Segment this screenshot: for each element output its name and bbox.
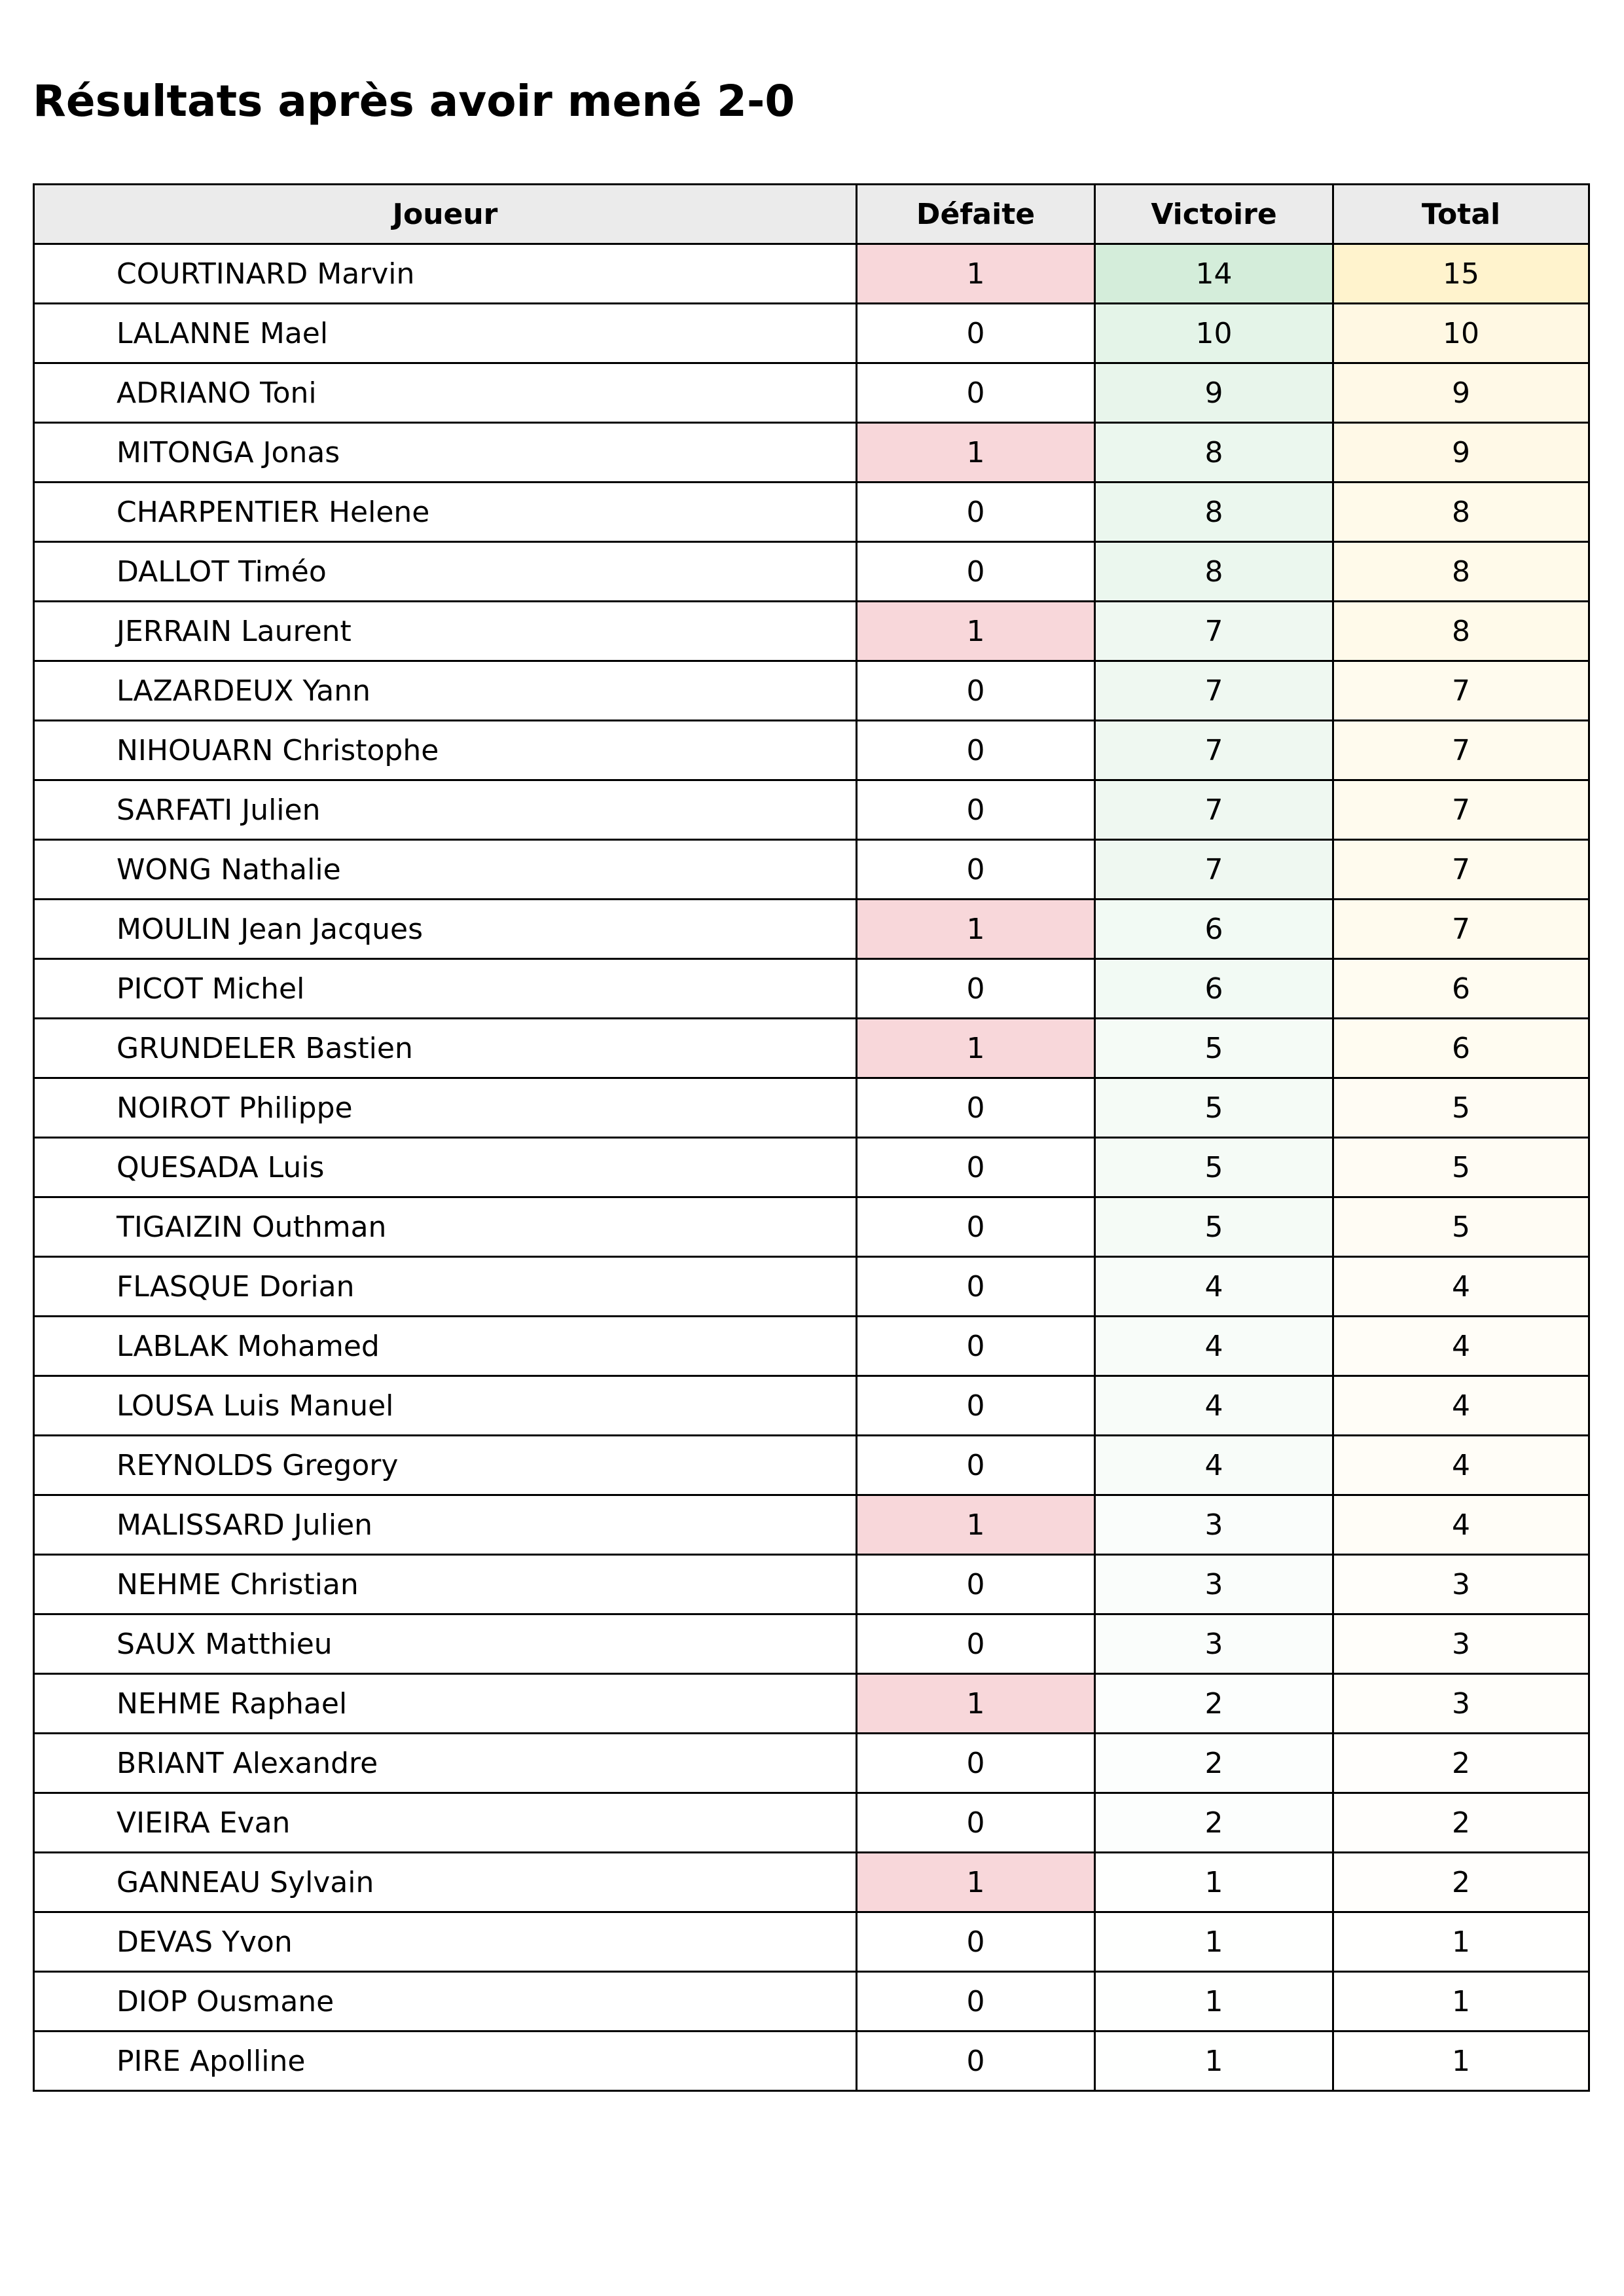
player-cell: MALISSARD Julien: [34, 1495, 857, 1555]
defaite-cell: 0: [857, 840, 1095, 900]
header-total: Total: [1333, 185, 1589, 244]
table-row: [34, 1317, 1589, 1376]
table-row: [34, 483, 1589, 542]
victoire-cell: 7: [1095, 721, 1333, 780]
player-cell: BRIANT Alexandre: [34, 1734, 857, 1793]
defaite-cell: 0: [857, 1614, 1095, 1674]
total-cell: 1: [1333, 1972, 1589, 2032]
player-cell: MITONGA Jonas: [34, 423, 857, 483]
defaite-cell: 1: [857, 1495, 1095, 1555]
victoire-cell: 4: [1095, 1436, 1333, 1495]
header-joueur: Joueur: [34, 185, 857, 244]
player-cell: QUESADA Luis: [34, 1138, 857, 1197]
defaite-cell: 1: [857, 1853, 1095, 1912]
player-cell: GRUNDELER Bastien: [34, 1019, 857, 1078]
defaite-cell: 0: [857, 1912, 1095, 1972]
total-cell: 9: [1333, 363, 1589, 423]
table-row: [34, 1138, 1589, 1197]
results-table: [33, 183, 1590, 2092]
player-cell: PIRE Apolline: [34, 2032, 857, 2091]
player-cell: NEHME Raphael: [34, 1674, 857, 1734]
victoire-cell: 8: [1095, 542, 1333, 602]
defaite-cell: 0: [857, 1257, 1095, 1317]
table-row: [34, 959, 1589, 1019]
table-row: [34, 1793, 1589, 1853]
total-cell: 3: [1333, 1614, 1589, 1674]
player-cell: SAUX Matthieu: [34, 1614, 857, 1674]
victoire-cell: 9: [1095, 363, 1333, 423]
table-row: [34, 602, 1589, 661]
victoire-cell: 5: [1095, 1019, 1333, 1078]
total-cell: 1: [1333, 1912, 1589, 1972]
player-cell: JERRAIN Laurent: [34, 602, 857, 661]
player-cell: ADRIANO Toni: [34, 363, 857, 423]
total-cell: 4: [1333, 1317, 1589, 1376]
total-cell: 8: [1333, 483, 1589, 542]
victoire-cell: 2: [1095, 1793, 1333, 1853]
total-cell: 2: [1333, 1793, 1589, 1853]
table-row: [34, 1853, 1589, 1912]
defaite-cell: 0: [857, 542, 1095, 602]
defaite-cell: 0: [857, 780, 1095, 840]
total-cell: 2: [1333, 1734, 1589, 1793]
defaite-cell: 0: [857, 1436, 1095, 1495]
table-row: [34, 1078, 1589, 1138]
total-cell: 6: [1333, 1019, 1589, 1078]
victoire-cell: 6: [1095, 959, 1333, 1019]
defaite-cell: 0: [857, 661, 1095, 721]
defaite-cell: 0: [857, 1197, 1095, 1257]
total-cell: 7: [1333, 780, 1589, 840]
table-row: [34, 721, 1589, 780]
victoire-cell: 7: [1095, 661, 1333, 721]
defaite-cell: 0: [857, 2032, 1095, 2091]
table-body: [34, 244, 1589, 2091]
total-cell: 5: [1333, 1197, 1589, 1257]
table-row: [34, 1197, 1589, 1257]
total-cell: 5: [1333, 1138, 1589, 1197]
player-cell: SARFATI Julien: [34, 780, 857, 840]
table-row: [34, 244, 1589, 304]
player-cell: FLASQUE Dorian: [34, 1257, 857, 1317]
defaite-cell: 0: [857, 721, 1095, 780]
header-defaite: Défaite: [857, 185, 1095, 244]
player-cell: LALANNE Mael: [34, 304, 857, 363]
total-cell: 4: [1333, 1376, 1589, 1436]
total-cell: 7: [1333, 900, 1589, 959]
victoire-cell: 5: [1095, 1078, 1333, 1138]
victoire-cell: 4: [1095, 1317, 1333, 1376]
defaite-cell: 1: [857, 244, 1095, 304]
defaite-cell: 0: [857, 1376, 1095, 1436]
total-cell: 15: [1333, 244, 1589, 304]
total-cell: 10: [1333, 304, 1589, 363]
player-cell: COURTINARD Marvin: [34, 244, 857, 304]
defaite-cell: 1: [857, 423, 1095, 483]
defaite-cell: 0: [857, 483, 1095, 542]
page-title: Résultats après avoir mené 2-0: [33, 76, 795, 126]
defaite-cell: 1: [857, 1674, 1095, 1734]
table-row: [34, 542, 1589, 602]
table-row: [34, 423, 1589, 483]
victoire-cell: 2: [1095, 1674, 1333, 1734]
victoire-cell: 8: [1095, 423, 1333, 483]
total-cell: 3: [1333, 1555, 1589, 1614]
player-cell: LAZARDEUX Yann: [34, 661, 857, 721]
player-cell: REYNOLDS Gregory: [34, 1436, 857, 1495]
total-cell: 8: [1333, 542, 1589, 602]
table-row: [34, 1019, 1589, 1078]
player-cell: DEVAS Yvon: [34, 1912, 857, 1972]
table-row: [34, 1734, 1589, 1793]
total-cell: 4: [1333, 1257, 1589, 1317]
victoire-cell: 1: [1095, 2032, 1333, 2091]
total-cell: 1: [1333, 2032, 1589, 2091]
defaite-cell: 0: [857, 1317, 1095, 1376]
defaite-cell: 0: [857, 959, 1095, 1019]
victoire-cell: 3: [1095, 1495, 1333, 1555]
table-row: [34, 304, 1589, 363]
total-cell: 2: [1333, 1853, 1589, 1912]
table-row: [34, 1436, 1589, 1495]
defaite-cell: 0: [857, 363, 1095, 423]
total-cell: 7: [1333, 721, 1589, 780]
total-cell: 5: [1333, 1078, 1589, 1138]
victoire-cell: 3: [1095, 1614, 1333, 1674]
player-cell: NEHME Christian: [34, 1555, 857, 1614]
total-cell: 7: [1333, 661, 1589, 721]
total-cell: 4: [1333, 1495, 1589, 1555]
victoire-cell: 5: [1095, 1197, 1333, 1257]
player-cell: VIEIRA Evan: [34, 1793, 857, 1853]
player-cell: NOIROT Philippe: [34, 1078, 857, 1138]
total-cell: 3: [1333, 1674, 1589, 1734]
total-cell: 9: [1333, 423, 1589, 483]
table-row: [34, 1674, 1589, 1734]
defaite-cell: 1: [857, 1019, 1095, 1078]
victoire-cell: 8: [1095, 483, 1333, 542]
table-row: [34, 2032, 1589, 2091]
defaite-cell: 0: [857, 1078, 1095, 1138]
player-cell: CHARPENTIER Helene: [34, 483, 857, 542]
player-cell: GANNEAU Sylvain: [34, 1853, 857, 1912]
table-row: [34, 1257, 1589, 1317]
player-cell: TIGAIZIN Outhman: [34, 1197, 857, 1257]
total-cell: 4: [1333, 1436, 1589, 1495]
table-row: [34, 1972, 1589, 2032]
table-header-row: [34, 185, 1589, 244]
player-cell: WONG Nathalie: [34, 840, 857, 900]
victoire-cell: 7: [1095, 840, 1333, 900]
defaite-cell: 0: [857, 1972, 1095, 2032]
victoire-cell: 5: [1095, 1138, 1333, 1197]
table-row: [34, 363, 1589, 423]
table-row: [34, 1614, 1589, 1674]
defaite-cell: 1: [857, 900, 1095, 959]
player-cell: LABLAK Mohamed: [34, 1317, 857, 1376]
player-cell: DIOP Ousmane: [34, 1972, 857, 2032]
victoire-cell: 3: [1095, 1555, 1333, 1614]
player-cell: MOULIN Jean Jacques: [34, 900, 857, 959]
table-row: [34, 1912, 1589, 1972]
defaite-cell: 0: [857, 1555, 1095, 1614]
victoire-cell: 1: [1095, 1972, 1333, 2032]
victoire-cell: 7: [1095, 602, 1333, 661]
player-cell: PICOT Michel: [34, 959, 857, 1019]
defaite-cell: 1: [857, 602, 1095, 661]
table-row: [34, 1555, 1589, 1614]
victoire-cell: 4: [1095, 1376, 1333, 1436]
player-cell: NIHOUARN Christophe: [34, 721, 857, 780]
victoire-cell: 1: [1095, 1912, 1333, 1972]
total-cell: 8: [1333, 602, 1589, 661]
victoire-cell: 7: [1095, 780, 1333, 840]
header-victoire: Victoire: [1095, 185, 1333, 244]
total-cell: 6: [1333, 959, 1589, 1019]
victoire-cell: 1: [1095, 1853, 1333, 1912]
player-cell: LOUSA Luis Manuel: [34, 1376, 857, 1436]
defaite-cell: 0: [857, 1138, 1095, 1197]
table-row: [34, 780, 1589, 840]
table-row: [34, 1376, 1589, 1436]
victoire-cell: 6: [1095, 900, 1333, 959]
victoire-cell: 4: [1095, 1257, 1333, 1317]
victoire-cell: 10: [1095, 304, 1333, 363]
total-cell: 7: [1333, 840, 1589, 900]
defaite-cell: 0: [857, 1734, 1095, 1793]
table-row: [34, 661, 1589, 721]
table-row: [34, 840, 1589, 900]
defaite-cell: 0: [857, 1793, 1095, 1853]
table-row: [34, 1495, 1589, 1555]
table-row: [34, 900, 1589, 959]
victoire-cell: 14: [1095, 244, 1333, 304]
player-cell: DALLOT Timéo: [34, 542, 857, 602]
victoire-cell: 2: [1095, 1734, 1333, 1793]
defaite-cell: 0: [857, 304, 1095, 363]
